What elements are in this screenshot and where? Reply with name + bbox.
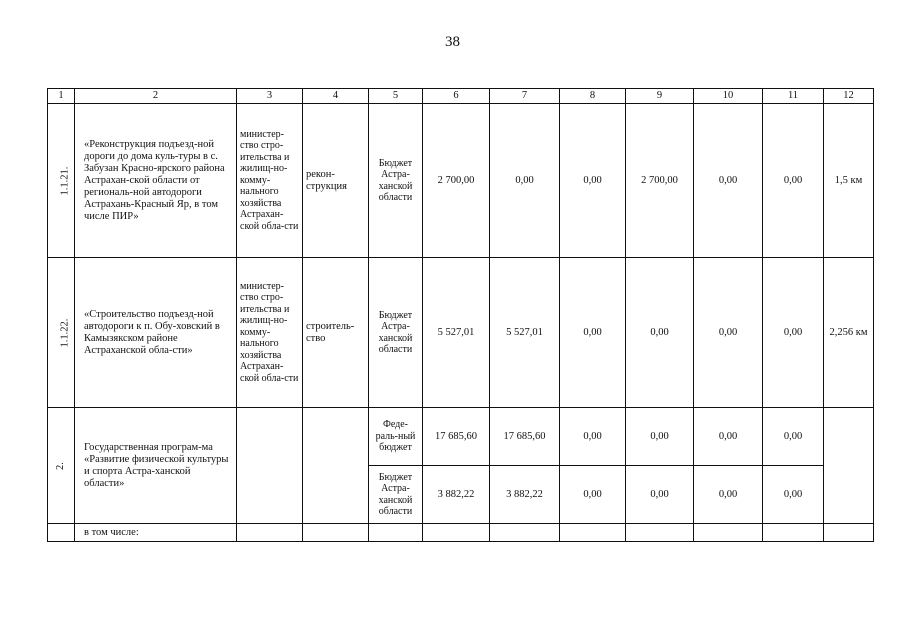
value-cell-7: 17 685,60 (490, 408, 560, 466)
value-cell-11: 0,00 (763, 408, 824, 466)
budget-table (47, 88, 874, 542)
empty-cell (824, 524, 874, 542)
value-cell-8: 0,00 (560, 408, 626, 466)
work-type: рекон-струкция (303, 104, 369, 258)
project-name: «Строительство подъезд-ной автодороги к п. Обу-ховский в Камызякском районе Астраханской обла-сти» (84, 308, 220, 356)
empty-cell (560, 524, 626, 542)
value-cell-11: 0,00 (763, 104, 824, 258)
value-cell-8: 0,00 (560, 258, 626, 408)
footer-label-cell (75, 524, 237, 542)
value-cell-12: 2,256 км (824, 258, 874, 408)
value-cell-6: 2 700,00 (423, 104, 490, 258)
budget-source: Бюджет Астра-ханской области (369, 466, 423, 524)
empty-cell (763, 524, 824, 542)
value-cell-6: 3 882,22 (423, 466, 490, 524)
value-cell-12 (824, 408, 874, 524)
page-number: 38 (445, 34, 460, 50)
table-row (48, 104, 874, 258)
budget-source: Бюджет Астра-ханской области (369, 104, 423, 258)
empty-cell (48, 524, 75, 542)
value-cell-11: 0,00 (763, 466, 824, 524)
table-row (48, 524, 874, 542)
row-number: 1.1.22. (59, 318, 71, 347)
header-cell: 11 (763, 89, 824, 104)
header-cell: 5 (369, 89, 423, 104)
empty-cell (369, 524, 423, 542)
project-name-cell (75, 408, 237, 524)
value-cell-7: 3 882,22 (490, 466, 560, 524)
value-cell-9: 0,00 (626, 408, 694, 466)
value-cell-9: 0,00 (626, 466, 694, 524)
value-cell-6: 5 527,01 (423, 258, 490, 408)
work-type (303, 408, 369, 524)
header-cell: 10 (694, 89, 763, 104)
value-cell-7: 5 527,01 (490, 258, 560, 408)
header-cell: 9 (626, 89, 694, 104)
ministry: министер-ство стро-ительства и жилищ-но-комму-нального хозяйства Астрахан-ской обла-сти (237, 258, 303, 408)
table-row (48, 408, 874, 466)
value-cell-10: 0,00 (694, 104, 763, 258)
empty-cell (303, 524, 369, 542)
empty-cell (626, 524, 694, 542)
value-cell-12: 1,5 км (824, 104, 874, 258)
value-cell-9: 2 700,00 (626, 104, 694, 258)
header-cell: 8 (560, 89, 626, 104)
empty-cell (490, 524, 560, 542)
table-row (48, 258, 874, 408)
value-cell-11: 0,00 (763, 258, 824, 408)
header-cell: 3 (237, 89, 303, 104)
ministry (237, 408, 303, 524)
value-cell-9: 0,00 (626, 258, 694, 408)
header-cell: 12 (824, 89, 874, 104)
row-number-cell (48, 258, 75, 408)
row-number: 2. (55, 461, 66, 470)
row-number-cell (48, 104, 75, 258)
empty-cell (423, 524, 490, 542)
header-cell: 2 (75, 89, 237, 104)
header-cell: 7 (490, 89, 560, 104)
budget-source: Бюджет Астра-ханской области (369, 258, 423, 408)
header-cell: 6 (423, 89, 490, 104)
header-row (48, 89, 874, 104)
ministry: министер-ство стро-ительства и жилищ-но-комму-нального хозяйства Астрахан-ской обла-сти (237, 104, 303, 258)
row-number: 1.1.21. (59, 166, 71, 195)
empty-cell (694, 524, 763, 542)
value-cell-7: 0,00 (490, 104, 560, 258)
footer-label: в том числе: (84, 526, 139, 538)
project-name-cell (75, 258, 237, 408)
value-cell-8: 0,00 (560, 104, 626, 258)
value-cell-6: 17 685,60 (423, 408, 490, 466)
value-cell-10: 0,00 (694, 258, 763, 408)
empty-cell (237, 524, 303, 542)
project-name: Государственная програм-ма «Развитие физической культуры и спорта Астра-ханской области» (84, 441, 229, 489)
budget-source: Феде-раль-ный бюджет (369, 408, 423, 466)
project-name: «Реконструкция подъезд-ной дороги до дома куль-туры в с. Забузан Красно-ярского района Астрахан-ской области от региональ-ной автодороги Астрахань-Красный Яр, в том числе ПИР» (84, 138, 225, 222)
project-name-cell (75, 104, 237, 258)
value-cell-10: 0,00 (694, 466, 763, 524)
header-cell: 1 (48, 89, 75, 104)
value-cell-8: 0,00 (560, 466, 626, 524)
value-cell-10: 0,00 (694, 408, 763, 466)
row-number-cell (48, 408, 75, 524)
work-type: строитель-ство (303, 258, 369, 408)
header-cell: 4 (303, 89, 369, 104)
